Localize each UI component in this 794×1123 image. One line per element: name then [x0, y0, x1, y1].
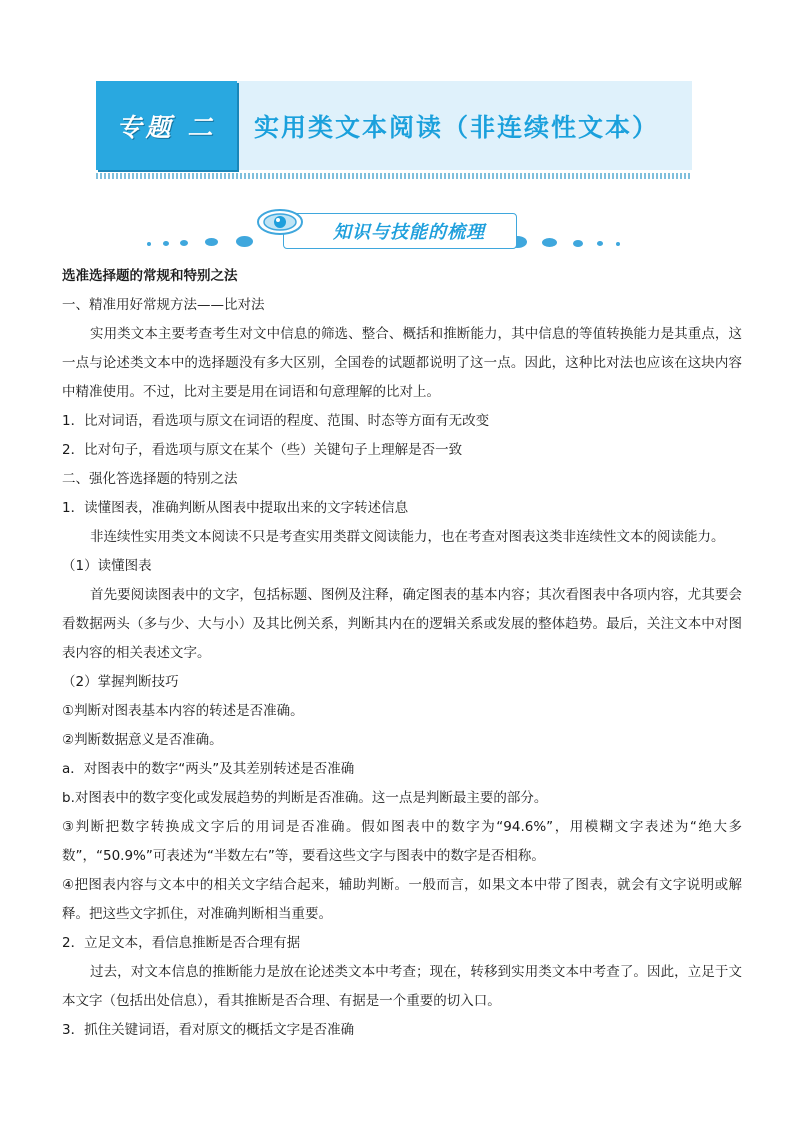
part2-paragraph-2: 过去，对文本信息的推断能力是放在论述类文本中考查；现在，转移到实用类文本中考查了。因此，立足于文本文字（包括出处信息），看其推断是否合理、有据是一个重要的切入口。	[62, 964, 742, 1009]
dot	[597, 241, 603, 246]
section-label	[283, 213, 517, 249]
header-banner	[96, 81, 692, 170]
part2-paragraph-1: 非连续性实用类文本阅读不只是考查实用类群文阅读能力，也在考查对图表这类非连续性文本的阅读能力。	[90, 529, 725, 545]
eye-icon	[256, 207, 306, 237]
part2-item-1: 1．读懂图表，准确判断从图表中提取出来的文字转述信息	[62, 500, 409, 516]
subsection-2-title: （2）掌握判断技巧	[62, 674, 179, 690]
content-heading: 选准选择题的常规和特别之法	[62, 268, 238, 284]
dot	[163, 241, 169, 246]
main-content	[62, 262, 742, 1045]
tip-2: ②判断数据意义是否准确。	[62, 732, 223, 748]
tip-1: ①判断对图表基本内容的转述是否准确。	[62, 703, 304, 719]
dot	[180, 240, 188, 246]
part1-paragraph: 实用类文本主要考查考生对文中信息的筛选、整合、概括和推断能力，其中信息的等值转换能力是其重点，这一点与论述类文本中的选择题没有多大区别，全国卷的试题都说明了这一点。因此，这种比对法也应该在这块内容中精准使用。不过，比对主要是用在词语和句意理解的比对上。	[62, 326, 742, 400]
dot	[147, 242, 151, 246]
tip-2b: b.对图表中的数字变化或发展趋势的判断是否准确。这一点是判断最主要的部分。	[62, 790, 548, 806]
dot	[205, 238, 218, 246]
part1-item-2: 2．比对句子，看选项与原文在某个（些）关键句子上理解是否一致	[62, 442, 463, 458]
part2-title: 二、强化答选择题的特别之法	[62, 471, 238, 487]
dot	[542, 238, 557, 247]
tip-4: ④把图表内容与文本中的相关文字结合起来，辅助判断。一般而言，如果文本中带了图表，就会有文字说明或解释。把这些文字抓住，对准确判断相当重要。	[62, 877, 742, 922]
part1-title: 一、精准用好常规方法——比对法	[62, 297, 265, 313]
subsection-1-paragraph: 首先要阅读图表中的文字，包括标题、图例及注释，确定图表的基本内容；其次看图表中各项内容，尤其要会看数据两头（多与少、大与小）及其比例关系，判断其内在的逻辑关系或发展的整体趋势。最后，关注文本中对图表内容的相关表述文字。	[62, 587, 742, 661]
subsection-1-title: （1）读懂图表	[62, 558, 152, 574]
page-title: 实用类文本阅读（非连续性文本）	[254, 112, 660, 142]
part2-item-3: 3．抓住关键词语，看对原文的概括文字是否准确	[62, 1022, 355, 1038]
section-label-text: 知识与技能的梳理	[333, 222, 485, 243]
topic-tag	[96, 81, 237, 170]
part1-item-1: 1．比对词语，看选项与原文在词语的程度、范围、时态等方面有无改变	[62, 413, 490, 429]
dot	[573, 240, 583, 247]
topic-tag-label: 专题 二	[116, 112, 217, 142]
part2-item-2: 2．立足文本，看信息推断是否合理有据	[62, 935, 301, 951]
dot	[236, 236, 253, 247]
header-divider	[96, 173, 692, 179]
tip-3: ③判断把数字转换成文字后的用词是否准确。假如图表中的数字为“94.6%”，用模糊文字表述为“绝大多数”，“50.9%”可表述为“半数左右”等，要看这些文字与图表中的数字是否相称。	[62, 819, 742, 864]
tip-2a: a．对图表中的数字“两头”及其差别转述是否准确	[62, 761, 355, 777]
dot	[616, 242, 620, 246]
